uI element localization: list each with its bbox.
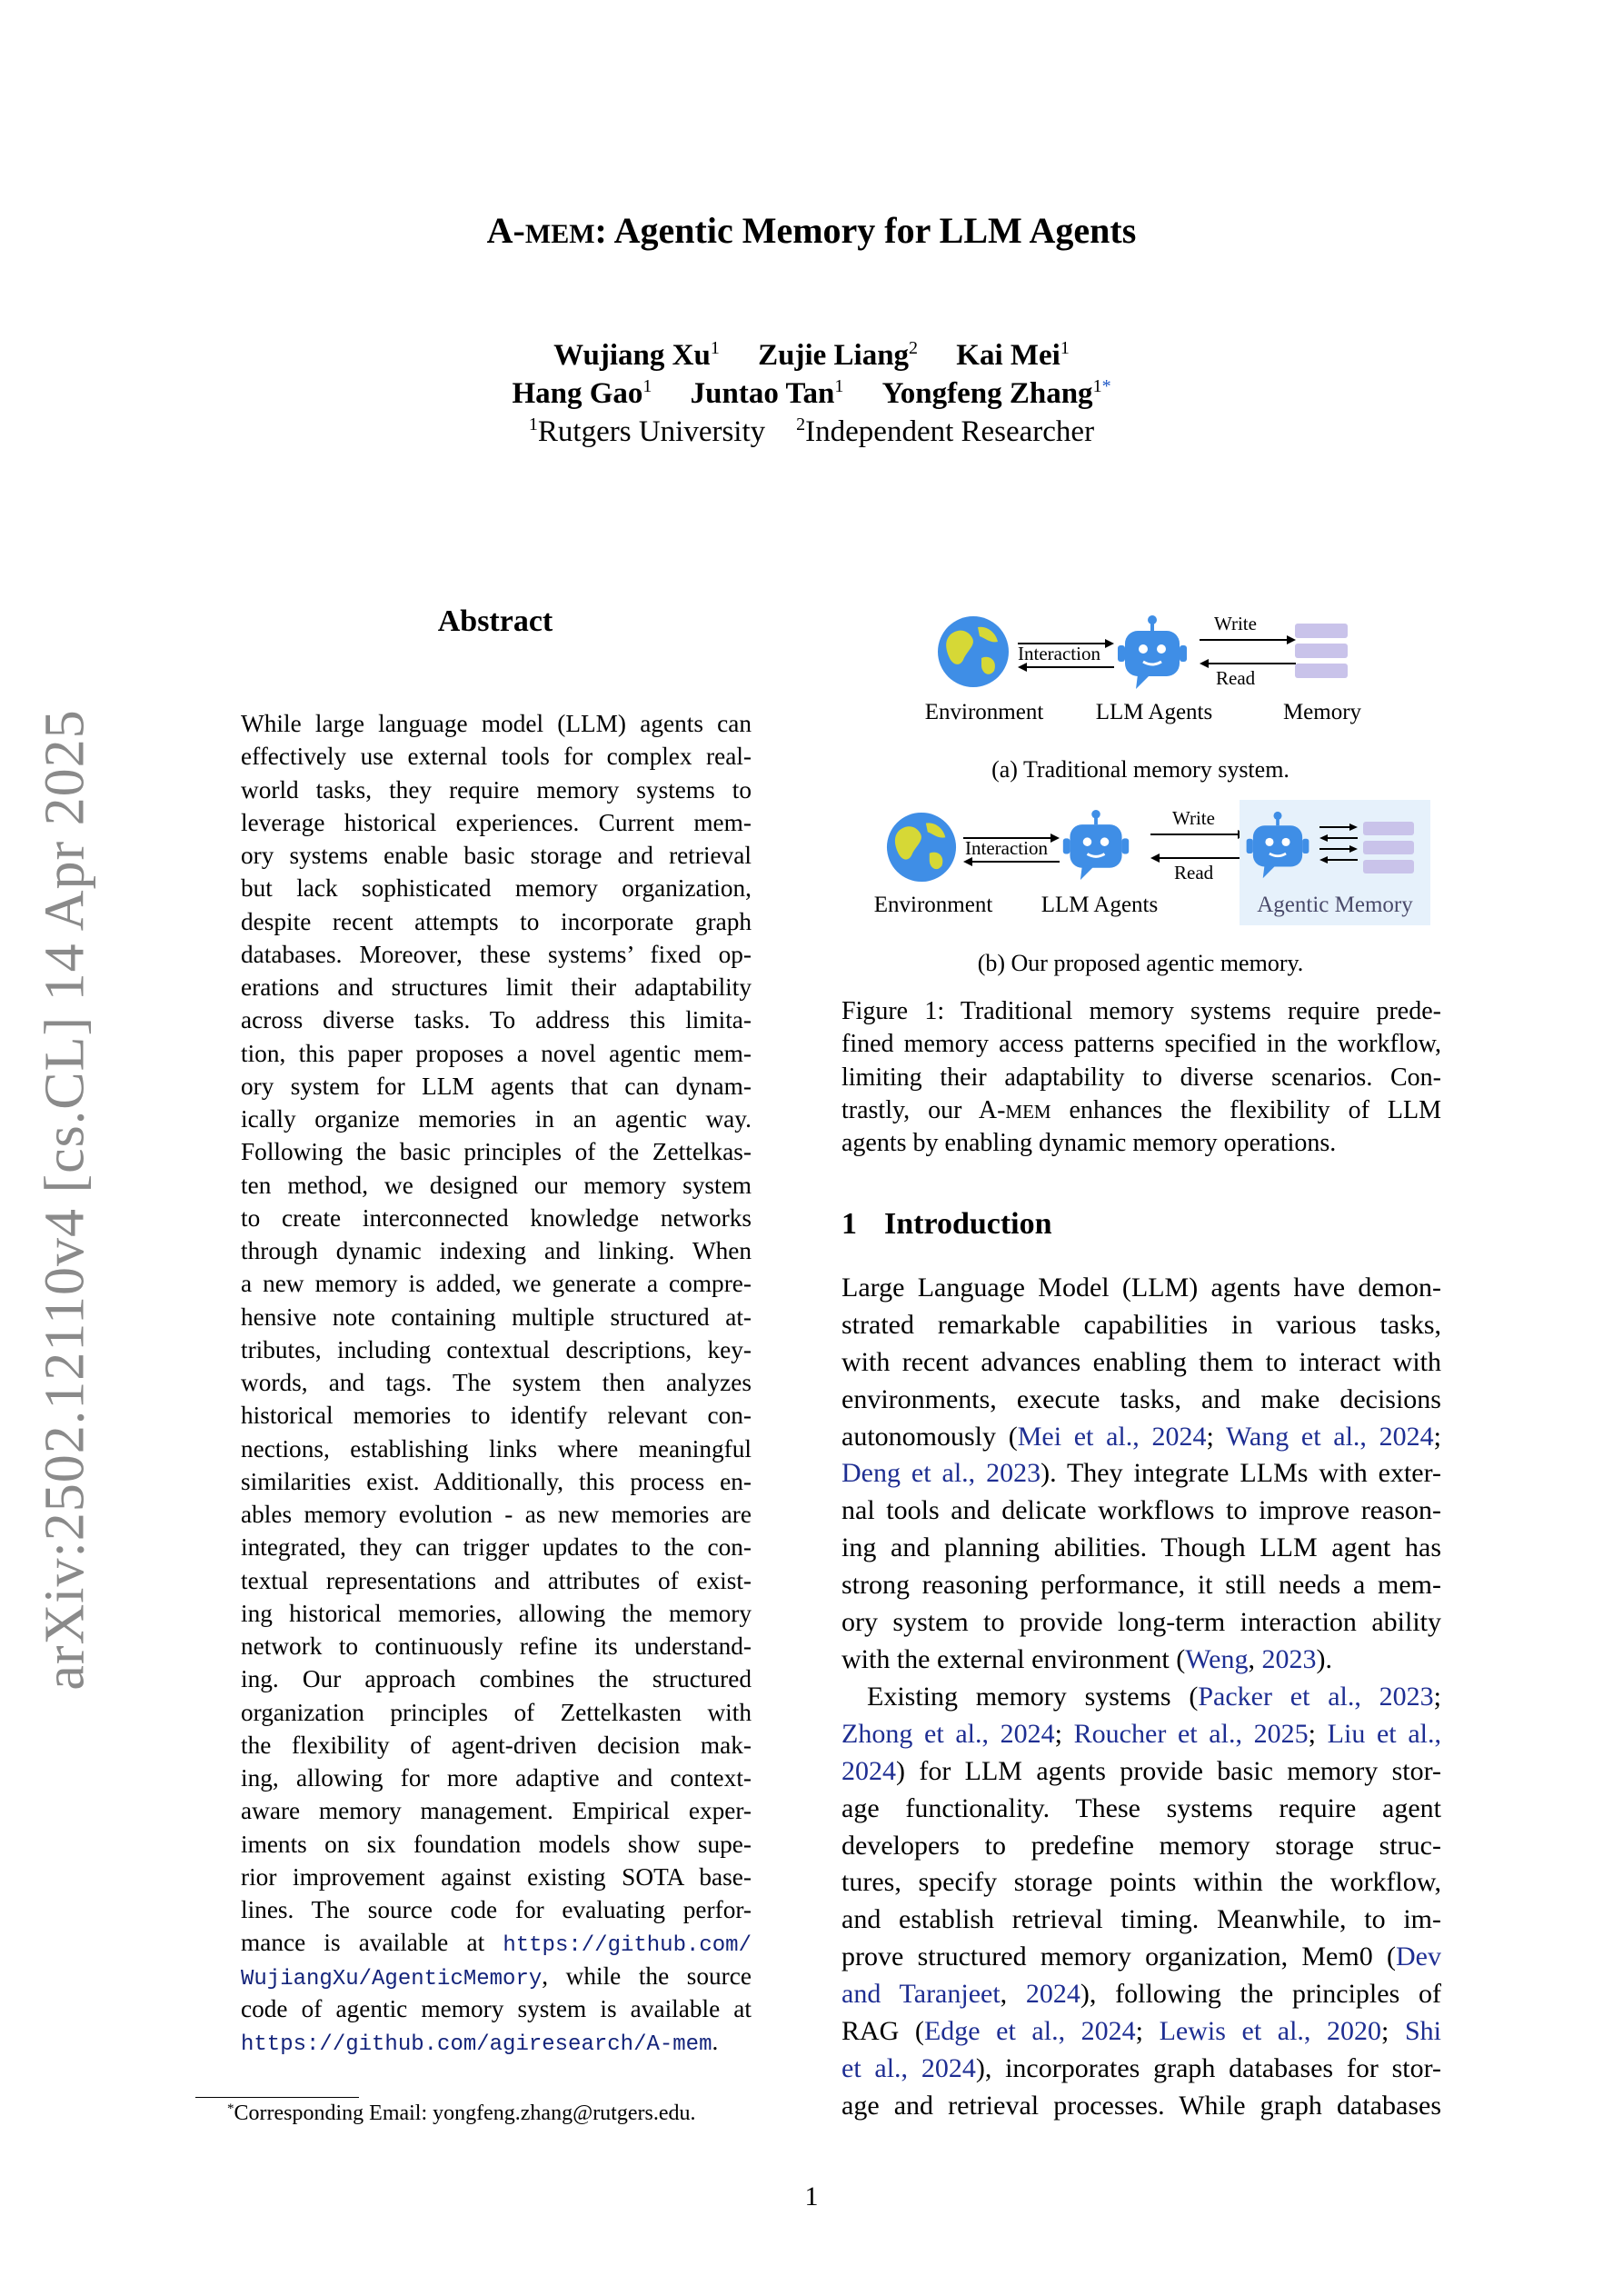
- intro-paragraph-1: [841, 1270, 1441, 1679]
- abstract-line: ory system for LLM agents that can dynam-: [241, 1072, 752, 1100]
- paragraph-text: ,: [1248, 1643, 1262, 1674]
- citation-link[interactable]: Weng: [1185, 1643, 1249, 1674]
- abstract-line: a new memory is added, we generate a compre-: [241, 1270, 752, 1298]
- subfigure-a-caption: (a) Traditional memory system.: [991, 756, 1289, 783]
- paragraph-text: ;: [1206, 1421, 1226, 1452]
- abstract-line: iments on six foundation models show supe-: [241, 1830, 752, 1858]
- memory-stack-icon: [1295, 624, 1349, 680]
- section-title: Introduction: [884, 1207, 1052, 1241]
- abstract-line: through dynamic indexing and linking. When: [241, 1237, 752, 1264]
- paragraph-line: [841, 1382, 1441, 1419]
- caption-line: limiting their adaptability to diverse scenarios. Con-: [841, 1063, 1441, 1092]
- abstract-line: effectively use external tools for complex real-: [241, 743, 752, 771]
- abstract-line: rior improvement against existing SOTA base-: [241, 1862, 752, 1891]
- title-rest: : Agentic Memory for LLM Agents: [594, 210, 1137, 251]
- arxiv-identifier: arXiv:2502.12110v4 [cs.CL] 14 Apr 2025: [34, 709, 96, 1691]
- corresponding-author-mark: *: [1101, 376, 1111, 396]
- intro-paragraph-2: [841, 1679, 1441, 2125]
- footnote-rule: [195, 2097, 359, 2098]
- citation-link[interactable]: 2024: [841, 1755, 896, 1786]
- citation-link[interactable]: Roucher et al., 2025: [1073, 1718, 1309, 1749]
- citation-link[interactable]: Liu et al.,: [1327, 1718, 1441, 1749]
- abstract-line: While large language model (LLM) agents can: [241, 710, 752, 737]
- paragraph-text: ;: [1381, 2016, 1405, 2047]
- paragraph-text: ;: [1433, 1682, 1442, 1712]
- abstract-text: .: [712, 2028, 719, 2055]
- paragraph-text: environments, execute tasks, and make decisions: [841, 1383, 1441, 1414]
- abstract-line: [241, 1960, 752, 1992]
- figure-caption: [841, 995, 1441, 1160]
- paragraph-line: [841, 1344, 1441, 1382]
- abstract-text: , while the source: [542, 1962, 752, 1990]
- caption-text: enhances the flexibility of LLM: [1050, 1095, 1441, 1124]
- paragraph-line: [841, 1567, 1441, 1604]
- author-name: Wujiang Xu: [553, 339, 711, 372]
- affiliation-name: Independent Researcher: [805, 415, 1095, 448]
- paragraph-text: age functionality. These systems require agent: [841, 1792, 1441, 1823]
- citation-link[interactable]: Packer et al., 2023: [1198, 1682, 1434, 1712]
- paragraph-line: [841, 1419, 1441, 1456]
- abstract-line: lines. The source code for evaluating perfor-: [241, 1896, 752, 1923]
- abstract-line: ing, allowing for more adaptive and context-: [241, 1764, 752, 1792]
- abstract-line: ory systems enable basic storage and retrieval: [241, 842, 752, 869]
- abstract-body: [241, 707, 752, 2058]
- paragraph-line: [841, 1791, 1441, 1828]
- abstract-line: databases. Moreover, these systems’ fixed op-: [241, 940, 752, 968]
- paragraph-line: [841, 1604, 1441, 1642]
- paragraph-text: autonomously (: [841, 1421, 1018, 1452]
- caption-text: trastly, our A-: [841, 1095, 1006, 1124]
- affiliation-name: Rutgers University: [537, 415, 766, 448]
- paragraph-line: [841, 1902, 1441, 1939]
- affil-mark: 1: [528, 414, 538, 434]
- paragraph-text: strated remarkable capabilities in various tasks,: [841, 1309, 1441, 1340]
- author-affil-mark: 1: [1092, 376, 1102, 396]
- paragraph-line: [841, 2013, 1441, 2051]
- paragraph-line: [841, 1530, 1441, 1567]
- abstract-heading: Abstract: [437, 604, 553, 638]
- title-smallcaps: MEM: [524, 219, 595, 249]
- caption-line: fined memory access patterns specified in the workflow,: [841, 1030, 1441, 1059]
- author-affil-mark: 1: [834, 376, 844, 396]
- read-label: Read: [1216, 667, 1256, 689]
- author-name: Yongfeng Zhang: [881, 377, 1093, 410]
- citation-link[interactable]: et al., 2024: [841, 2052, 976, 2083]
- author-name: Zujie Liang: [758, 339, 910, 372]
- abstract-line: ing. Our approach combines the structured: [241, 1665, 752, 1693]
- footnote-text: Corresponding Email: yongfeng.zhang@rutgers.edu.: [234, 2101, 696, 2125]
- paragraph-text: ). They integrate LLMs with exter-: [1041, 1458, 1441, 1489]
- arxiv-sidebar: [20, 709, 111, 1691]
- paragraph-text: with recent advances enabling them to interact with: [841, 1346, 1441, 1377]
- paragraph-text: ;: [1054, 1718, 1074, 1749]
- author-name: Kai Mei: [956, 339, 1060, 372]
- section-heading: [841, 1207, 1052, 1242]
- abstract-line: world tasks, they require memory systems to: [241, 775, 752, 804]
- agentic-memory-label: Agentic Memory: [1257, 893, 1413, 917]
- citation-link[interactable]: Shi: [1404, 2016, 1441, 2047]
- abstract-line: leverage historical experiences. Current mem-: [241, 808, 752, 836]
- footnote: [227, 2101, 695, 2126]
- abstract-line: ically organize memories in an agentic way.: [241, 1105, 752, 1133]
- code-url-link-continued[interactable]: WujiangXu/AgenticMemory: [241, 1966, 543, 1992]
- paragraph-text: ,: [1000, 1979, 1026, 2010]
- robot-icon: [1243, 811, 1312, 880]
- abstract-line: ables memory evolution - as new memories are: [241, 1501, 752, 1528]
- abstract-line: ing historical memories, allowing the memory: [241, 1599, 752, 1627]
- abstract-text: mance is available at: [241, 1929, 503, 1957]
- paper-title: [0, 209, 1623, 252]
- citation-link[interactable]: and Taranjeet: [841, 1979, 1001, 2010]
- author-row-2: [0, 374, 1623, 413]
- paragraph-line: [841, 1828, 1441, 1865]
- write-label: Write: [1172, 807, 1215, 829]
- author-affil-mark: 1: [1060, 338, 1070, 358]
- abstract-line: network to continuously refine its understand-: [241, 1632, 752, 1660]
- author-row-1: [0, 336, 1623, 374]
- llm-agents-label: LLM Agents: [1095, 700, 1213, 724]
- author-affil-mark: 2: [909, 338, 919, 358]
- citation-link[interactable]: 2023: [1261, 1643, 1317, 1674]
- paragraph-text: strong reasoning performance, it still needs a mem-: [841, 1570, 1441, 1601]
- title-prefix: A-: [486, 210, 525, 251]
- abstract-line: Following the basic principles of the Zettelkas-: [241, 1138, 752, 1166]
- author-affil-mark: 1: [710, 338, 720, 358]
- citation-link[interactable]: Edge et al., 2024: [923, 2016, 1136, 2047]
- environment-label: Environment: [924, 700, 1044, 724]
- robot-icon: [1060, 809, 1132, 882]
- abstract-line: nections, establishing links where meaningful: [241, 1434, 752, 1462]
- paragraph-text: Large Language Model (LLM) agents have demon-: [841, 1273, 1441, 1303]
- paragraph-text: age and retrieval processes. While graph databases: [841, 2090, 1441, 2121]
- abstract-line: tion, this paper proposes a novel agentic mem-: [241, 1039, 752, 1067]
- paragraph-text: ;: [1135, 2016, 1160, 2047]
- citation-link[interactable]: Deng et al., 2023: [841, 1458, 1041, 1489]
- abstract-line: similarities exist. Additionally, this process en-: [241, 1467, 752, 1495]
- citation-link[interactable]: Zhong et al., 2024: [841, 1718, 1055, 1749]
- paragraph-line: [841, 1679, 1441, 1716]
- author-name: Hang Gao: [512, 377, 643, 410]
- abstract-line: textual representations and attributes of exist-: [241, 1566, 752, 1594]
- memory-stack-icon: [1363, 822, 1416, 874]
- abstract-line: despite recent attempts to incorporate graph: [241, 907, 752, 935]
- abstract-line: to create interconnected knowledge networks: [241, 1203, 752, 1232]
- paragraph-text: developers to predefine memory storage struc-: [841, 1830, 1441, 1861]
- abstract-line: code of agentic memory system is available at: [241, 1994, 752, 2022]
- subfigure-b-caption: (b) Our proposed agentic memory.: [977, 950, 1304, 976]
- affil-mark: 2: [796, 414, 806, 434]
- citation-link[interactable]: Mei et al., 2024: [1017, 1421, 1207, 1452]
- abstract-line: across diverse tasks. To address this limita-: [241, 1006, 752, 1034]
- abstract-line: [241, 2025, 752, 2058]
- paragraph-text: ).: [1316, 1643, 1332, 1674]
- llm-agents-label: LLM Agents: [1041, 893, 1159, 917]
- paragraph-line: [841, 1864, 1441, 1902]
- read-label: Read: [1174, 862, 1214, 883]
- caption-line: agents by enabling dynamic memory operations.: [841, 1129, 1337, 1158]
- page-number: 1: [804, 2181, 819, 2211]
- abstract-line: hensive note containing multiple structured at-: [241, 1303, 752, 1331]
- paragraph-text: ) for LLM agents provide basic memory stor-: [896, 1755, 1441, 1786]
- bidirectional-arrows-icon: [1318, 822, 1359, 867]
- abstract-line: integrated, they can trigger updates to the con-: [241, 1533, 752, 1562]
- repo-url-link[interactable]: https://github.com/agiresearch/A-mem: [241, 2032, 712, 2057]
- caption-smallcaps: MEM: [1005, 1100, 1051, 1123]
- footnote-mark: *: [227, 2101, 234, 2116]
- paragraph-line: [841, 1455, 1441, 1492]
- paragraph-text: ;: [1433, 1421, 1441, 1452]
- abstract-line: tributes, including contextual descriptions, key-: [241, 1335, 752, 1363]
- abstract-line: but lack sophisticated memory organization,: [241, 874, 752, 903]
- abstract-line: organization principles of Zettelkasten with: [241, 1698, 752, 1726]
- write-read-arrows: [1149, 827, 1249, 863]
- section-number: 1: [841, 1207, 857, 1241]
- paragraph-line: [841, 1307, 1441, 1344]
- caption-line: [841, 1094, 1441, 1127]
- abstract-line: words, and tags. The system then analyzes: [241, 1369, 752, 1396]
- paragraph-line: [841, 1642, 1441, 1679]
- abstract-line: historical memories to identify relevant con-: [241, 1402, 752, 1430]
- paragraph-text: RAG (: [841, 2016, 924, 2047]
- write-label: Write: [1214, 613, 1257, 634]
- paragraph-text: nal tools and delicate workflows to improve reason-: [841, 1495, 1441, 1526]
- abstract-line: the flexibility of agent-driven decision mak-: [241, 1731, 752, 1759]
- paragraph-line: [841, 1753, 1441, 1791]
- robot-icon: [1114, 614, 1190, 691]
- globe-icon: [885, 811, 958, 883]
- abstract-line: aware memory management. Empirical exper-: [241, 1797, 752, 1825]
- paragraph-text: tures, specify storage points within the workflow,: [841, 1867, 1441, 1898]
- paragraph-text: ing and planning abilities. Though LLM agent has: [841, 1532, 1441, 1563]
- paragraph-text: prove structured memory organization, Mem0 (: [841, 1942, 1397, 1972]
- memory-label: Memory: [1282, 700, 1362, 724]
- interaction-label: Interaction: [965, 837, 1048, 859]
- code-url-link[interactable]: https://github.com/: [503, 1933, 752, 1959]
- paragraph-line: [841, 1716, 1441, 1753]
- paragraph-text: ;: [1308, 1718, 1328, 1749]
- paragraph-line: [841, 1976, 1441, 2013]
- paragraph-line: [841, 2088, 1441, 2125]
- author-affil-mark: 1: [642, 376, 652, 396]
- citation-link[interactable]: Lewis et al., 2020: [1159, 2016, 1382, 2047]
- paragraph-text: ), following the principles of: [1080, 1979, 1441, 2010]
- citation-link[interactable]: 2024: [1025, 1979, 1080, 2010]
- paragraph-line: [841, 1270, 1441, 1307]
- abstract-line: erations and structures limit their adaptability: [241, 973, 752, 1001]
- author-name: Juntao Tan: [690, 377, 835, 410]
- environment-label: Environment: [873, 893, 993, 917]
- paragraph-text: ory system to provide long-term interaction ability: [841, 1607, 1441, 1638]
- paragraph-line: [841, 1939, 1441, 1976]
- citation-link[interactable]: Wang et al., 2024: [1225, 1421, 1434, 1452]
- write-read-arrows: [1198, 633, 1298, 669]
- caption-line: Figure 1: Traditional memory systems require prede-: [841, 997, 1441, 1025]
- paragraph-text: ), incorporates graph databases for stor-: [975, 2052, 1441, 2083]
- affiliations: [0, 413, 1623, 451]
- abstract-line: ten method, we designed our memory system: [241, 1171, 752, 1199]
- paragraph-text: with the external environment (: [841, 1643, 1186, 1674]
- globe-icon: [936, 614, 1011, 689]
- interaction-label: Interaction: [1018, 643, 1100, 664]
- paragraph-text: Existing memory systems (: [867, 1682, 1199, 1712]
- paragraph-text: and establish retrieval timing. Meanwhile, to im-: [841, 1904, 1441, 1935]
- paragraph-line: [841, 2051, 1441, 2088]
- abstract-line: [241, 1926, 752, 1959]
- citation-link[interactable]: Dev: [1396, 1942, 1441, 1972]
- paragraph-line: [841, 1492, 1441, 1530]
